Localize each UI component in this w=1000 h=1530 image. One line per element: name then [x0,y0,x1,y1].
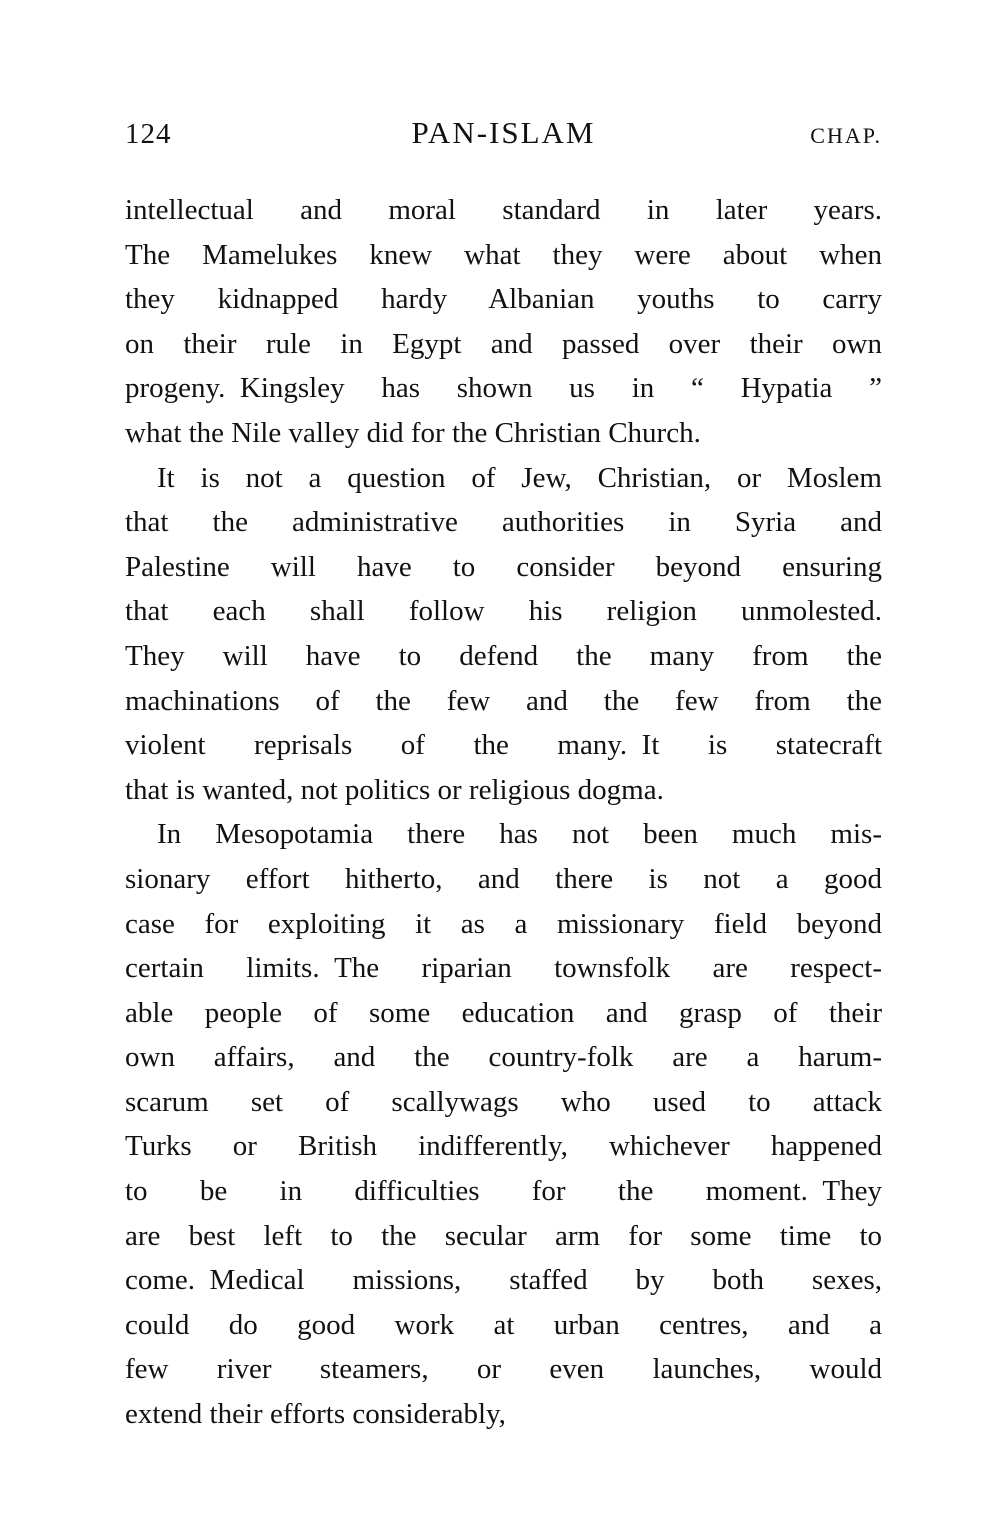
page-header [125,116,882,150]
text-line: what the Nile valley did for the Christian Church. [125,416,701,449]
text-line: are best left to the secular arm for some time to [125,1219,882,1252]
text-line: that each shall follow his religion unmolested. [125,595,882,628]
chapter-label: CHAP. [810,123,883,148]
page-body [125,188,882,1437]
text-line: on their rule in Egypt and passed over their own [125,327,882,360]
text-line: Turks or British indifferently, whichever happened [125,1130,882,1163]
text-line: few river steamers, or even launches, would [125,1353,882,1386]
text-line: they kidnapped hardy Albanian youths to carry [125,283,882,316]
text-line: The Mamelukes knew what they were about when [125,238,882,271]
page-number: 124 [125,118,172,150]
text-line: able people of some education and grasp of their [125,996,882,1029]
paragraph [125,812,882,1436]
page-content [125,116,882,1437]
paragraph [125,456,882,813]
text-line: certain limits. The riparian townsfolk are respect- [125,952,882,985]
paragraph [125,188,882,456]
text-line: extend their efforts considerably, [125,1398,506,1431]
text-line: sionary effort hitherto, and there is not a good [125,862,882,895]
text-line: come. Medical missions, staffed by both sexes, [125,1264,882,1297]
text-line: that is wanted, not politics or religious dogma. [125,773,664,806]
text-line: case for exploiting it as a missionary field beyond [125,907,882,940]
text-line: machinations of the few and the few from the [125,684,882,717]
text-line: violent reprisals of the many. It is statecraft [125,729,882,762]
text-line: to be in difficulties for the moment. They [125,1175,882,1208]
text-line: intellectual and moral standard in later years. [125,194,882,226]
text-line: Palestine will have to consider beyond ensuring [125,550,882,583]
text-line: progeny. Kingsley has shown us in “ Hypatia ” [125,372,882,405]
text-line: It is not a question of Jew, Christian, or Moslem [157,461,882,494]
text-line: They will have to defend the many from the [125,639,882,672]
running-title: PAN-ISLAM [411,115,596,150]
text-line: own affairs, and the country-folk are a harum- [125,1041,882,1074]
text-line: In Mesopotamia there has not been much mis- [157,818,882,851]
text-line: that the administrative authorities in Syria and [125,506,882,539]
text-line: could do good work at urban centres, and a [125,1308,882,1341]
text-line: scarum set of scallywags who used to attack [125,1085,882,1118]
